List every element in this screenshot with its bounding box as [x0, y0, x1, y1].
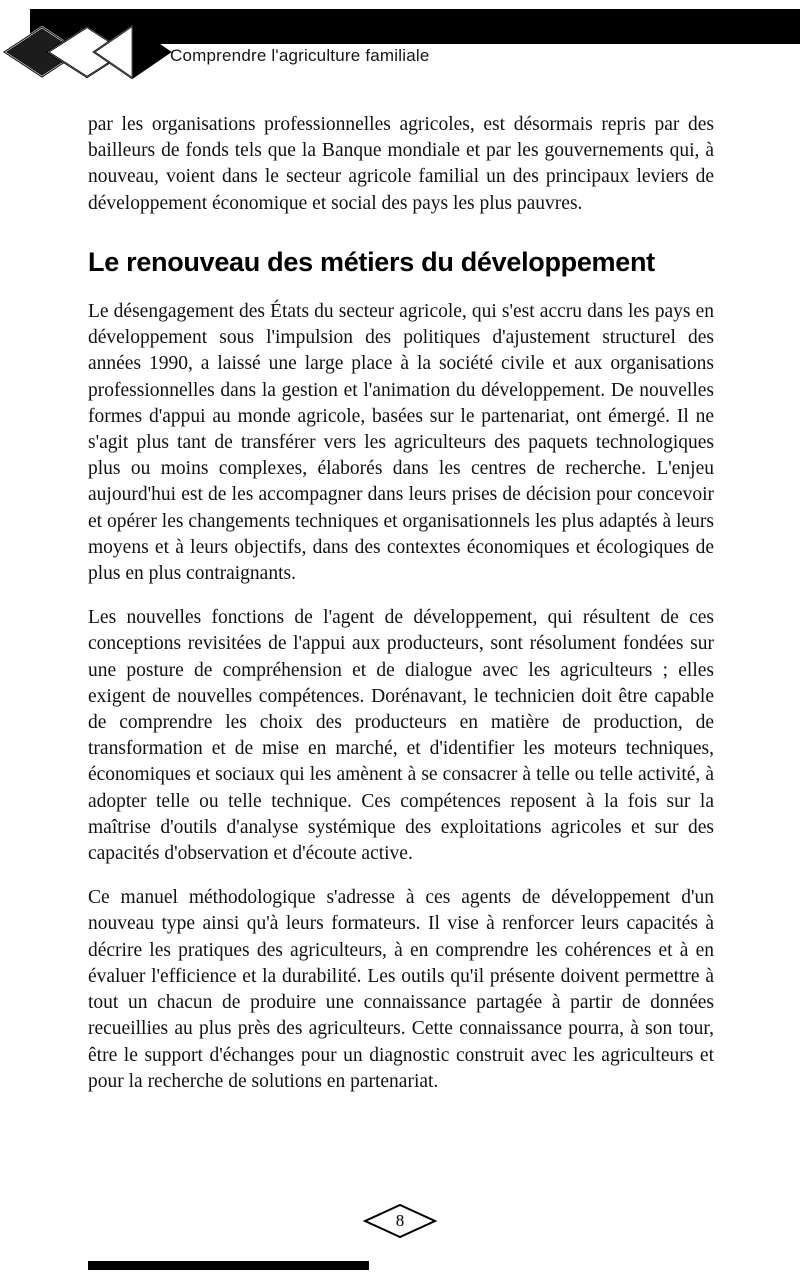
page-content [88, 112, 714, 1113]
page-number-diamond-icon [362, 1202, 438, 1242]
paragraph-4: Ce manuel méthodologique s'adresse à ces agents de développement d'un nouveau type ainsi qu'à leurs formateurs. Il vise à renforcer leurs capacités à décrire les pratiques des agriculteurs, à en comprendre les cohérences et à en évaluer l'efficience et la durabilité. Les outils qu'il présente doivent permettre à tout un chacun de produire une connaissance partagée à partir de données recueillies au plus près des agriculteurs. Cette connaissance pourra, à son tour, être le support d'échanges pour un diagnostic construit avec les agriculteurs et pour la recherche de solutions en partenariat. [88, 887, 714, 1092]
paragraph-2: Le désengagement des États du secteur agricole, qui s'est accru dans les pays en développement sous l'impulsion des politiques d'ajustement structurel des années 1990, a laissé une large place à la société civile et aux organisations professionnelles dans la gestion et l'animation du développement. De nouvelles formes d'appui au monde agricole, basées sur le partenariat, ont émergé. Il ne s'agit plus tant de transférer vers les agriculteurs des paquets technologiques plus ou moins complexes, élaborés dans les centres de recherche. L'enjeu aujourd'hui est de les accompagner dans leurs prises de décision pour concevoir et opérer les changements techniques et organisationnels les plus adaptés à leurs moyens et à leurs objectifs, dans des contextes économiques et écologiques de plus en plus contraignants. [88, 301, 714, 585]
diamonds-logo-icon [2, 22, 172, 82]
section-heading: Le renouveau des métiers du développement [88, 246, 655, 277]
book-title: Comprendre l'agriculture familiale [170, 46, 430, 65]
paragraph-1: par les organisations professionnelles agricoles, est désormais repris par des bailleurs de fonds tels que la Banque mondiale et par les gouvernements qui, à nouveau, voient dans le secteur agricole familial un des principaux leviers de développement économique et social des pays les plus pauvres. [88, 114, 714, 214]
footer-black-bar [88, 1261, 369, 1270]
paragraph-3: Les nouvelles fonctions de l'agent de développement, qui résultent de ces conceptions revisitées de l'appui aux producteurs, sont résolument fondées sur une posture de compréhension et de dialogue avec les agriculteurs ; elles exigent de nouvelles compétences. Dorénavant, le technicien doit être capable de comprendre les choix des producteurs en matière de production, de transformation et de mise en marché, et d'identifier les moteurs techniques, économiques et sociaux qui les amènent à se consacrer à telle ou telle activité, à adopter telle ou telle technique. Ces compétences reposent à la fois sur la maîtrise d'outils d'analyse systémique des exploitations agricoles et sur des capacités d'observation et d'écoute active. [88, 607, 714, 865]
page-number: 8 [395, 1211, 405, 1230]
